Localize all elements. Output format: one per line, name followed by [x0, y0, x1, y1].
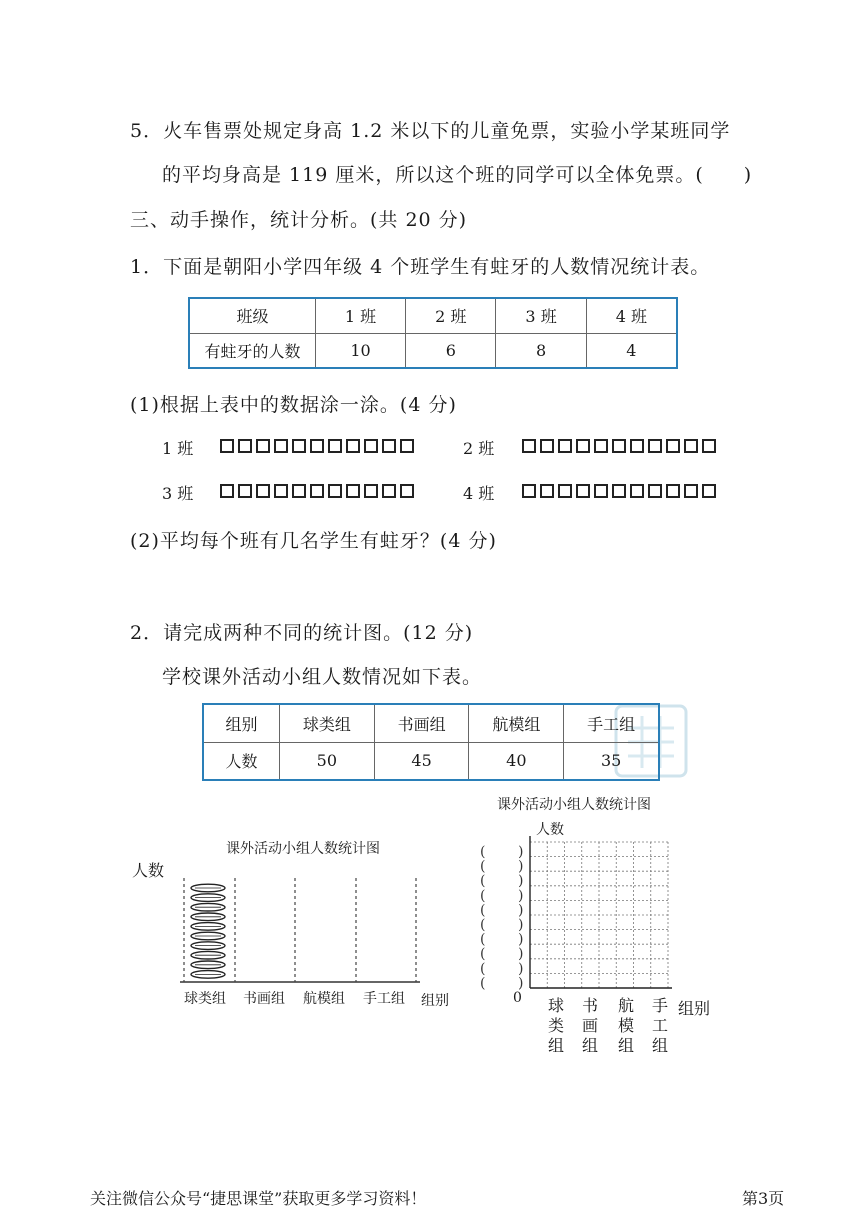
paint-box[interactable]	[540, 439, 554, 453]
q2-table-cell: 35	[564, 742, 659, 780]
q1-table-header-cell: 班级	[189, 298, 315, 333]
paint-box[interactable]	[238, 484, 252, 498]
y-value-blank-close: )	[518, 931, 524, 948]
paint-box[interactable]	[666, 484, 680, 498]
paint-box[interactable]	[310, 484, 324, 498]
class-label-3: 3 班	[162, 484, 194, 503]
paint-box[interactable]	[274, 439, 288, 453]
left-chart-xlabel: 组别	[421, 993, 449, 1009]
paint-box[interactable]	[346, 439, 360, 453]
right-chart-cat: 航 模 组	[618, 996, 635, 1055]
right-chart-origin: 0	[513, 990, 522, 1006]
paint-box[interactable]	[630, 439, 644, 453]
paint-box[interactable]	[702, 484, 716, 498]
paint-box[interactable]	[256, 439, 270, 453]
q1-table-header-cell: 3 班	[496, 298, 586, 333]
paint-box[interactable]	[594, 484, 608, 498]
class-label-1: 1 班	[162, 439, 194, 458]
left-chart-area	[170, 870, 430, 990]
q1-table-cell: 10	[315, 333, 405, 368]
class-label-2: 2 班	[463, 439, 495, 458]
right-chart-title: 课外活动小组人数统计图	[497, 797, 651, 813]
q2-table-row-label: 人数	[203, 742, 279, 780]
y-value-blank-open: (	[480, 975, 486, 992]
box-row-3[interactable]	[220, 484, 414, 498]
right-chart-cat: 书 画 组	[582, 996, 599, 1055]
paint-box[interactable]	[328, 484, 342, 498]
left-chart-cat: 手工组	[363, 991, 405, 1007]
left-chart-cat: 球类组	[184, 991, 226, 1007]
paint-box[interactable]	[328, 439, 342, 453]
y-value-blank-open: (	[480, 931, 486, 948]
paint-box[interactable]	[364, 439, 378, 453]
q1-part1: (1)根据上表中的数据涂一涂。(4 分)	[130, 394, 457, 416]
section3-heading: 三、动手操作，统计分析。(共 20 分)	[130, 209, 468, 231]
paint-box[interactable]	[274, 484, 288, 498]
y-value-blank-open: (	[480, 902, 486, 919]
y-value-blank-open: (	[480, 873, 486, 890]
paint-box[interactable]	[310, 439, 324, 453]
left-chart-cat: 书画组	[243, 991, 285, 1007]
paint-box[interactable]	[684, 439, 698, 453]
y-value-blank-close: )	[518, 873, 524, 890]
y-value-blank-close: )	[518, 902, 524, 919]
paint-box[interactable]	[648, 484, 662, 498]
paint-box[interactable]	[522, 484, 536, 498]
paint-box[interactable]	[576, 439, 590, 453]
footer-note: 关注微信公众号“捷思课堂”获取更多学习资料！	[90, 1189, 427, 1208]
y-value-blank-open: (	[480, 917, 486, 933]
q1-table-header-cell: 4 班	[586, 298, 677, 333]
q2-table-header-cell: 组别	[203, 704, 279, 742]
paint-box[interactable]	[612, 439, 626, 453]
paint-box[interactable]	[364, 484, 378, 498]
paint-box[interactable]	[220, 484, 234, 498]
paint-box[interactable]	[612, 484, 626, 498]
paint-box[interactable]	[648, 439, 662, 453]
y-value-blank-open: (	[480, 946, 486, 963]
paint-box[interactable]	[400, 484, 414, 498]
paint-box[interactable]	[400, 439, 414, 453]
left-chart-ylabel: 人数	[132, 861, 165, 880]
y-value-blank-open: (	[480, 960, 486, 977]
left-chart-cat: 航模组	[303, 991, 345, 1007]
y-value-blank-close: )	[518, 858, 524, 875]
page-number: 第3页	[742, 1189, 785, 1208]
y-value-blank-open: (	[480, 887, 486, 904]
q1-table-cell: 8	[496, 333, 586, 368]
q1-table-header-cell: 2 班	[406, 298, 496, 333]
box-row-2[interactable]	[522, 439, 716, 453]
q2-table-header-cell: 航模组	[469, 704, 564, 742]
paint-box[interactable]	[522, 439, 536, 453]
q5-line1: 5．火车售票处规定身高 1.2 米以下的儿童免票，实验小学某班同学	[130, 120, 731, 142]
box-row-1[interactable]	[220, 439, 414, 453]
y-value-blank-close: )	[518, 887, 524, 904]
y-value-blank-open: (	[480, 858, 486, 875]
paint-box[interactable]	[576, 484, 590, 498]
y-value-blank-close: )	[518, 946, 524, 963]
q1-intro: 1．下面是朝阳小学四年级 4 个班学生有蛀牙的人数情况统计表。	[130, 256, 711, 278]
right-chart-cat: 球 类 组	[548, 996, 565, 1055]
q1-part2: (2)平均每个班有几名学生有蛀牙？(4 分)	[130, 530, 497, 552]
paint-box[interactable]	[382, 484, 396, 498]
paint-box[interactable]	[684, 484, 698, 498]
paint-box[interactable]	[346, 484, 360, 498]
paint-box[interactable]	[220, 439, 234, 453]
paint-box[interactable]	[292, 439, 306, 453]
right-chart-ylabel: 人数	[536, 822, 564, 838]
right-chart-grid[interactable]	[478, 834, 678, 994]
class-label-4: 4 班	[463, 484, 495, 503]
paint-box[interactable]	[256, 484, 270, 498]
q1-table-row-label: 有蛀牙的人数	[189, 333, 315, 368]
paint-box[interactable]	[594, 439, 608, 453]
paint-box[interactable]	[666, 439, 680, 453]
y-value-blank-close: )	[518, 975, 524, 992]
paint-box[interactable]	[540, 484, 554, 498]
q2-table-cell: 40	[469, 742, 564, 780]
q2-table-header-cell: 手工组	[564, 704, 659, 742]
paint-box[interactable]	[382, 439, 396, 453]
box-row-4[interactable]	[522, 484, 716, 498]
q2-table	[202, 703, 660, 781]
paint-box[interactable]	[558, 484, 572, 498]
paint-box[interactable]	[238, 439, 252, 453]
q2-table-header-cell: 球类组	[279, 704, 374, 742]
q5-line2: 的平均身高是 119 厘米，所以这个班的同学可以全体免票。( )	[162, 164, 753, 186]
q1-table-header-cell: 1 班	[315, 298, 405, 333]
right-chart-xlabel: 组别	[678, 999, 711, 1018]
paint-box[interactable]	[558, 439, 572, 453]
q2-table-cell: 50	[279, 742, 374, 780]
q2-table-header-cell: 书画组	[374, 704, 469, 742]
right-chart-cat: 手 工 组	[652, 996, 669, 1055]
q1-table	[188, 297, 678, 369]
y-value-blank-close: )	[518, 844, 524, 860]
y-value-blank-close: )	[518, 960, 524, 977]
q1-table-cell: 4	[586, 333, 677, 368]
q1-table-cell: 6	[406, 333, 496, 368]
left-chart-title: 课外活动小组人数统计图	[226, 841, 380, 857]
y-value-blank-close: )	[518, 917, 524, 933]
q2-intro: 2．请完成两种不同的统计图。(12 分)	[130, 622, 474, 644]
q2-table-cell: 45	[374, 742, 469, 780]
paint-box[interactable]	[292, 484, 306, 498]
q2-sub: 学校课外活动小组人数情况如下表。	[162, 666, 483, 688]
y-value-blank-open: (	[480, 844, 486, 860]
paint-box[interactable]	[702, 439, 716, 453]
paint-box[interactable]	[630, 484, 644, 498]
